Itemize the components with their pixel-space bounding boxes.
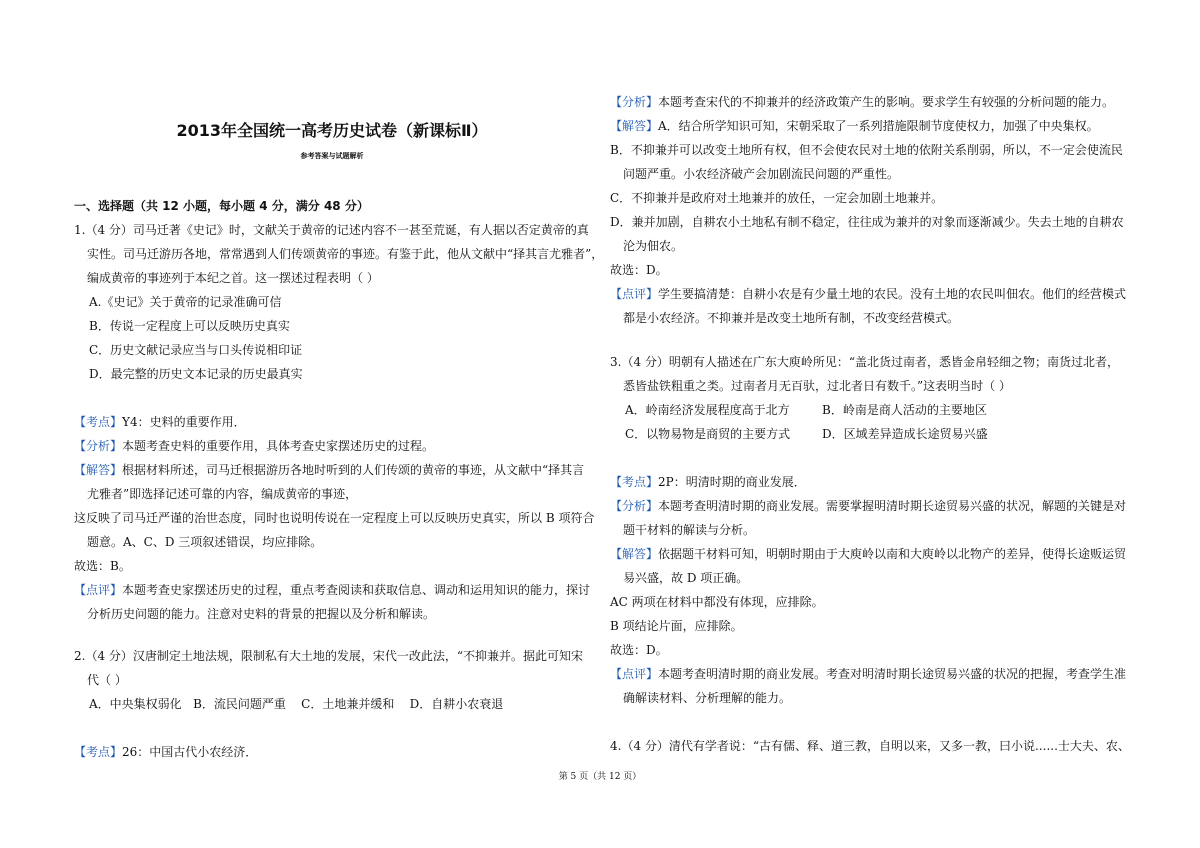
q2-jieda <box>610 114 1099 138</box>
q3-option-a: A．岭南经济发展程度高于北方 <box>625 403 790 417</box>
q1-option-b: B．传说一定程度上可以反映历史真实 <box>89 319 290 333</box>
q2-jieda-line: D．兼并加剧，自耕农小土地私有制不稳定，往往成为兼并的对象而逐渐减少。失去土地的自耕农 <box>610 215 1124 229</box>
q2-dianping-text: 学生要搞清楚：自耕小农是有少量土地的农民。没有土地的农民叫佃农。他们的经营模式 <box>658 287 1127 301</box>
q2-fenxi <box>610 90 1114 114</box>
q1-option-a: A.《史记》关于黄帝的记录准确可信 <box>89 295 282 309</box>
q3-jieda <box>610 542 1126 566</box>
q1-dianping <box>74 578 590 602</box>
q1-kaodian-text: Y4：史料的重要作用． <box>122 415 246 429</box>
dianping-tag: 【点评】 <box>610 287 659 301</box>
q3-answer: 故选：D。 <box>610 643 668 657</box>
q3-stem-line: 3.（4 分）明朝有人描述在广东大庾岭所见：“盖北货过南者，悉皆金帛轻细之物；南货过北者， <box>610 355 1120 369</box>
q1-option-d: D．最完整的历史文本记录的历史最真实 <box>89 367 303 381</box>
q1-jieda-line: 题意。A、C、D 三项叙述错误，均应排除。 <box>87 535 323 549</box>
q2-jieda-line: 沦为佃农。 <box>623 239 684 253</box>
q2-stem-line: 代（ ） <box>87 673 127 687</box>
dianping-tag: 【点评】 <box>74 583 123 597</box>
q1-stem-line: 实性。司马迁游历各地，常常遇到人们传颂黄帝的事迹。有鉴于此，他从文献中“择其言尤雅者”， <box>87 247 604 261</box>
q3-jieda-line: 易兴盛，故 D 项正确。 <box>623 571 749 585</box>
q1-jieda-line: 尤雅者”即选择记述可靠的内容，编成黄帝的事迹， <box>87 487 358 501</box>
fenxi-tag: 【分析】 <box>610 499 659 513</box>
kaodian-tag: 【考点】 <box>74 745 123 759</box>
fenxi-tag: 【分析】 <box>74 439 123 453</box>
q1-jieda-text: 根据材料所述，司马迁根据游历各地时听到的人们传颂的黄帝的事迹，从文献中“择其言 <box>122 463 585 477</box>
kaodian-tag: 【考点】 <box>610 475 659 489</box>
q3-kaodian <box>610 470 806 494</box>
page-title: 2013年全国统一高考历史试卷（新课标Ⅱ） <box>176 121 488 140</box>
q2-kaodian <box>74 740 257 764</box>
q4-stem-line: 4.（4 分）清代有学者说：“古有儒、释、道三教，自明以来，又多一教，曰小说......士大夫、农、 <box>610 739 1130 753</box>
q2-jieda-line: B．不抑兼并可以改变土地所有权，但不会使农民对土地的依附关系削弱，所以，不一定会使流民 <box>610 143 1123 157</box>
q3-fenxi <box>610 494 1126 518</box>
q3-dianping-line: 确解读材料、分析理解的能力。 <box>623 691 792 705</box>
q2-dianping-line: 都是小农经济。不抑兼并是改变土地所有制，不改变经营模式。 <box>623 311 960 325</box>
q2-jieda-line: 问题严重。小农经济破产会加剧流民问题的严重性。 <box>623 167 900 181</box>
q3-fenxi-text: 本题考查明清时期的商业发展。需要掌握明清时期长途贸易兴盛的状况，解题的关键是对 <box>658 499 1127 513</box>
q3-stem-line: 悉皆盐铁粗重之类。过南者月无百驮，过北者日有数千。”这表明当时（ ） <box>623 379 1011 393</box>
q3-option-d: D．区域差异造成长途贸易兴盛 <box>822 427 988 441</box>
q1-jieda <box>74 458 584 482</box>
q3-option-b: B．岭南是商人活动的主要地区 <box>822 403 987 417</box>
dianping-tag: 【点评】 <box>610 667 659 681</box>
q1-stem-line: 1.（4 分）司马迁著《史记》时，文献关于黄帝的记述内容不一甚至荒诞，有人据以否定黄帝的真 <box>74 223 589 237</box>
page-footer: 第 5 页（共 12 页） <box>558 772 642 782</box>
q3-option-c: C．以物易物是商贸的主要方式 <box>625 427 791 441</box>
q2-jieda-text: A．结合所学知识可知，宋朝采取了一系列措施限制节度使权力，加强了中央集权。 <box>658 119 1099 133</box>
q3-fenxi-line: 题干材料的解读与分析。 <box>623 523 756 537</box>
q2-dianping <box>610 282 1126 306</box>
q2-fenxi-text: 本题考查宋代的不抑兼并的经济政策产生的影响。要求学生有较强的分析问题的能力。 <box>658 95 1115 109</box>
q3-jieda-text: 依据题干材料可知，明朝时期由于大庾岭以南和大庾岭以北物产的差异，使得长途贩运贸 <box>658 547 1127 561</box>
q1-fenxi-text: 本题考查史料的重要作用，具体考查史家摆述历史的过程。 <box>122 439 435 453</box>
q1-kaodian <box>74 410 246 434</box>
q1-answer: 故选：B。 <box>74 559 131 573</box>
q2-options: A．中央集权弱化 B．流民问题严重 C．土地兼并缓和 D．自耕小农衰退 <box>89 697 504 711</box>
q2-stem-line: 2.（4 分）汉唐制定土地法规，限制私有大土地的发展，宋代一改此法，“不抑兼并。据此可知宋 <box>74 649 584 663</box>
section-heading: 一、选择题（共 12 小题，每小题 4 分，满分 48 分） <box>74 199 369 213</box>
q1-stem-line: 编成黄帝的事迹列于本纪之首。这一摆述过程表明（ ） <box>87 271 379 285</box>
kaodian-tag: 【考点】 <box>74 415 123 429</box>
q1-fenxi <box>74 434 434 458</box>
fenxi-tag: 【分析】 <box>610 95 659 109</box>
q2-answer: 故选：D。 <box>610 263 668 277</box>
q2-kaodian-text: 26：中国古代小农经济． <box>122 745 258 759</box>
q3-extra-line: AC 两项在材料中都没有体现，应排除。 <box>610 595 824 609</box>
jieda-tag: 【解答】 <box>610 119 659 133</box>
q3-dianping <box>610 662 1126 686</box>
jieda-tag: 【解答】 <box>610 547 659 561</box>
jieda-tag: 【解答】 <box>74 463 123 477</box>
q3-extra-line: B 项结论片面，应排除。 <box>610 619 743 633</box>
page-subtitle: 参考答案与试题解析 <box>300 152 364 160</box>
q1-dianping-line: 分析历史问题的能力。注意对史料的背景的把握以及分析和解读。 <box>87 607 436 621</box>
q1-option-c: C．历史文献记录应当与口头传说相印证 <box>89 343 303 357</box>
q1-dianping-text: 本题考查史家摆述历史的过程，重点考查阅读和获取信息、调动和运用知识的能力，探讨 <box>122 583 591 597</box>
q2-jieda-line: C．不抑兼并是政府对土地兼并的放任，一定会加剧土地兼并。 <box>610 191 944 205</box>
q3-dianping-text: 本题考查明清时期的商业发展。考查对明清时期长途贸易兴盛的状况的把握，考查学生准 <box>658 667 1127 681</box>
q3-kaodian-text: 2P：明清时期的商业发展． <box>658 475 806 489</box>
q1-jieda-line: 这反映了司马迁严谨的治世态度，同时也说明传说在一定程度上可以反映历史真实，所以 B 项符合 <box>74 511 595 525</box>
